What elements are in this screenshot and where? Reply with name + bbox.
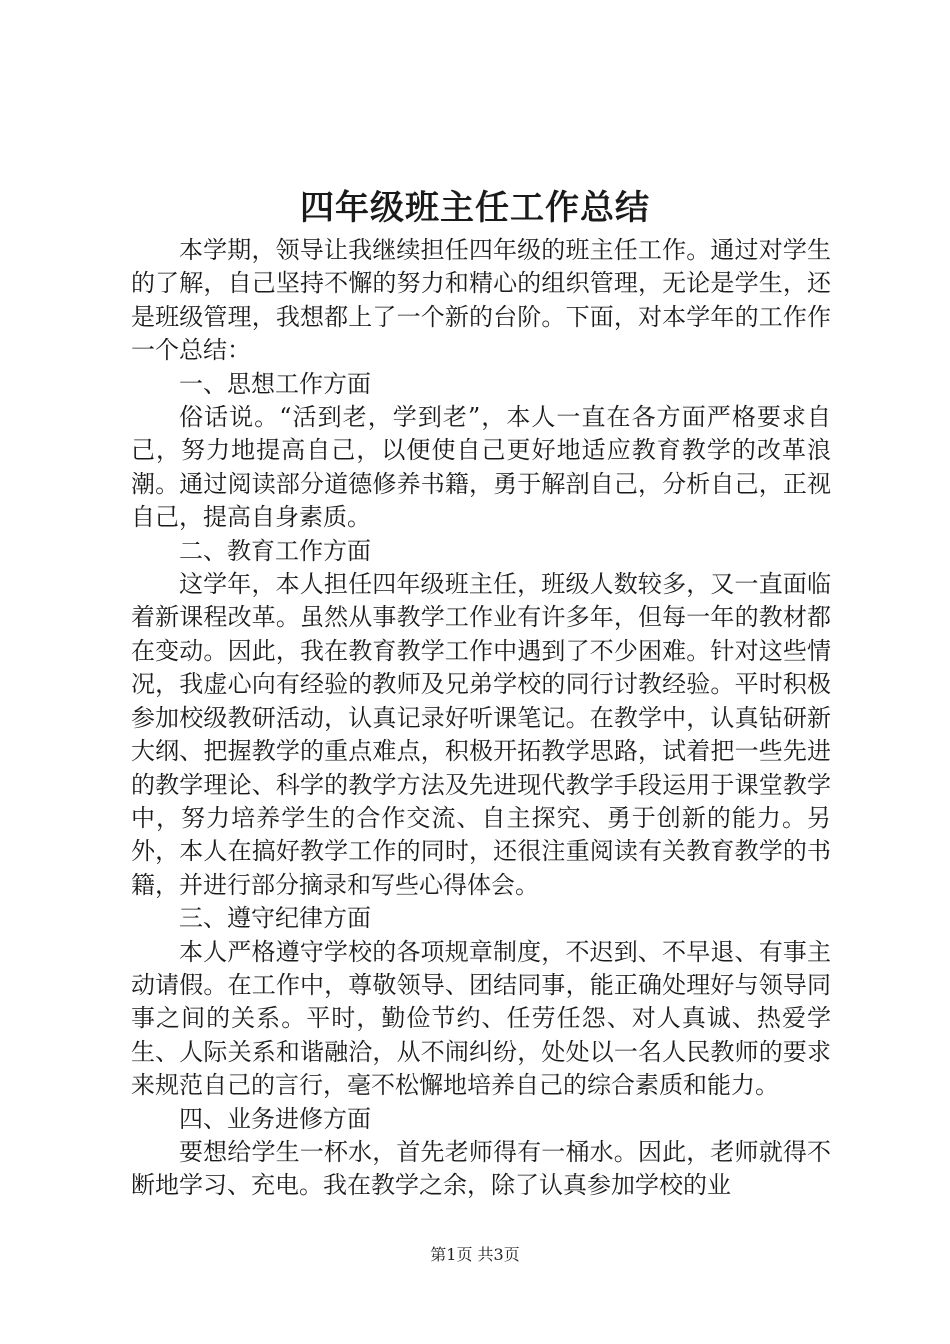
document-body <box>131 234 831 1203</box>
section-heading: 四、业务进修方面 <box>179 1104 371 1133</box>
body-paragraph: 本人严格遵守学校的各项规章制度，不迟到、不早退、有事主动请假。在工作中，尊敬领导、团结同事，能正确处理好与领导同事之间的关系。平时，勤俭节约、任劳任怨、对人真诚、热爱学生、人际关系和谐融洽，从不闹纠纷，处处以一名人民教师的要求来规范自己的言行，毫不松懈地培养自己的综合素质和能力。 <box>131 937 831 1100</box>
body-paragraph: 俗话说。“活到老，学到老”，本人一直在各方面严格要求自己，努力地提高自己，以便使自己更好地适应教育教学的改革浪潮。通过阅读部分道德修养书籍，勇于解剖自己，分析自己，正视自己，提高自身素质。 <box>131 403 831 532</box>
document-title: 四年级班主任工作总结 <box>300 188 650 228</box>
section-heading: 三、遵守纪律方面 <box>179 904 371 933</box>
section-heading: 二、教育工作方面 <box>179 536 371 565</box>
section-heading: 一、思想工作方面 <box>179 369 371 398</box>
body-paragraph: 本学期，领导让我继续担任四年级的班主任工作。通过对学生的了解，自己坚持不懈的努力和精心的组织管理，无论是学生，还是班级管理，我想都上了一个新的台阶。下面，对本学年的工作作一个总结： <box>131 236 831 365</box>
body-paragraph: 这学年，本人担任四年级班主任，班级人数较多，又一直面临着新课程改革。虽然从事教学工作业有许多年，但每一年的教材都在变动。因此，我在教育教学工作中遇到了不少困难。针对这些情况，我虚心向有经验的教师及兄弟学校的同行讨教经验。平时积极参加校级教研活动，认真记录好听课笔记。在教学中，认真钻研新大纲、把握教学的重点难点，积极开拓教学思路，试着把一些先进的教学理论、科学的教学方法及先进现代教学手段运用于课堂教学中，努力培养学生的合作交流、自主探究、勇于创新的能力。另外，本人在搞好教学工作的同时，还很注重阅读有关教育教学的书籍，并进行部分摘录和写些心得体会。 <box>131 570 831 899</box>
body-paragraph: 要想给学生一杯水，首先老师得有一桶水。因此，老师就得不断地学习、充电。我在教学之余，除了认真参加学校的业 <box>131 1137 831 1200</box>
page-number-footer: 第1页 共3页 <box>430 1245 520 1264</box>
